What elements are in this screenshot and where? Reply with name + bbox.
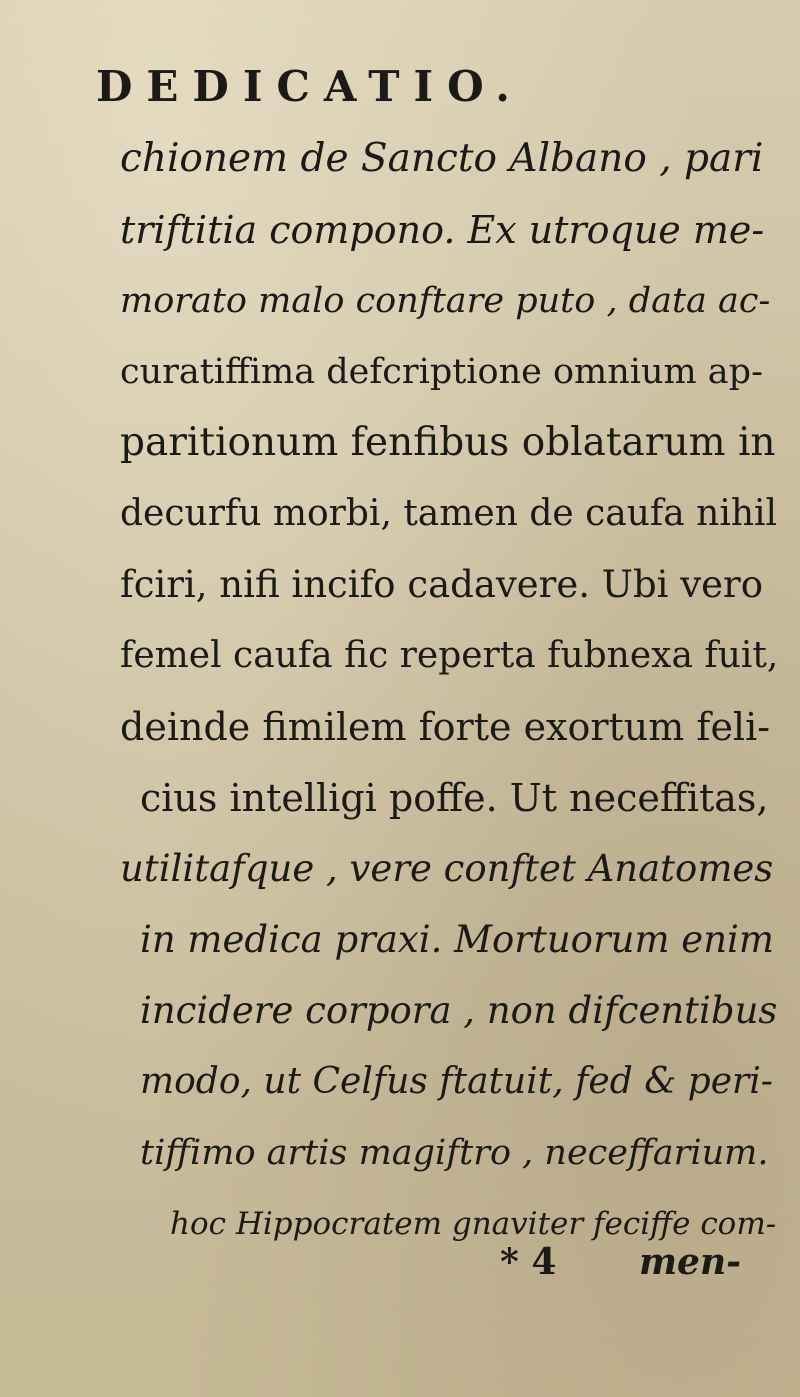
text-line: modo, ut Celfus ftatuit, fed & peri-: [140, 1061, 773, 1102]
text-line: cius intelligi poffe. Ut neceffitas,: [140, 776, 769, 820]
text-line: deinde fimilem forte exortum feli-: [120, 705, 771, 749]
text-line: tiffimo artis magiftro , neceffarium.: [140, 1133, 769, 1173]
page-footer: [500, 1232, 760, 1292]
text-line: fciri, nifi incifo cadavere. Ubi vero: [120, 563, 764, 606]
page-heading: DEDICATIO.: [96, 62, 524, 111]
text-line: curatiffima defcriptione omnium ap-: [120, 352, 763, 392]
text-line: hoc Hippocratem gnaviter feciffe com-: [170, 1206, 777, 1242]
text-line: chionem de Sancto Albano , pari: [120, 136, 764, 181]
text-line: femel caufa fic reperta fubnexa fuit,: [120, 635, 779, 676]
text-line: in medica praxi. Mortuorum enim: [140, 918, 774, 961]
catchword: men-: [638, 1241, 742, 1283]
text-line: utilitafque , vere conftet Anatomes: [120, 847, 774, 890]
text-line: incidere corpora , non difcentibus: [140, 989, 778, 1032]
text-line: triftitia compono. Ex utroque me-: [120, 208, 765, 252]
text-line: decurfu morbi, tamen de caufa nihil: [120, 493, 778, 534]
signature-mark: * 4: [500, 1241, 557, 1283]
text-line: morato malo conftare puto , data ac-: [120, 281, 771, 321]
text-line: paritionum fenfibus oblatarum in: [120, 420, 776, 465]
